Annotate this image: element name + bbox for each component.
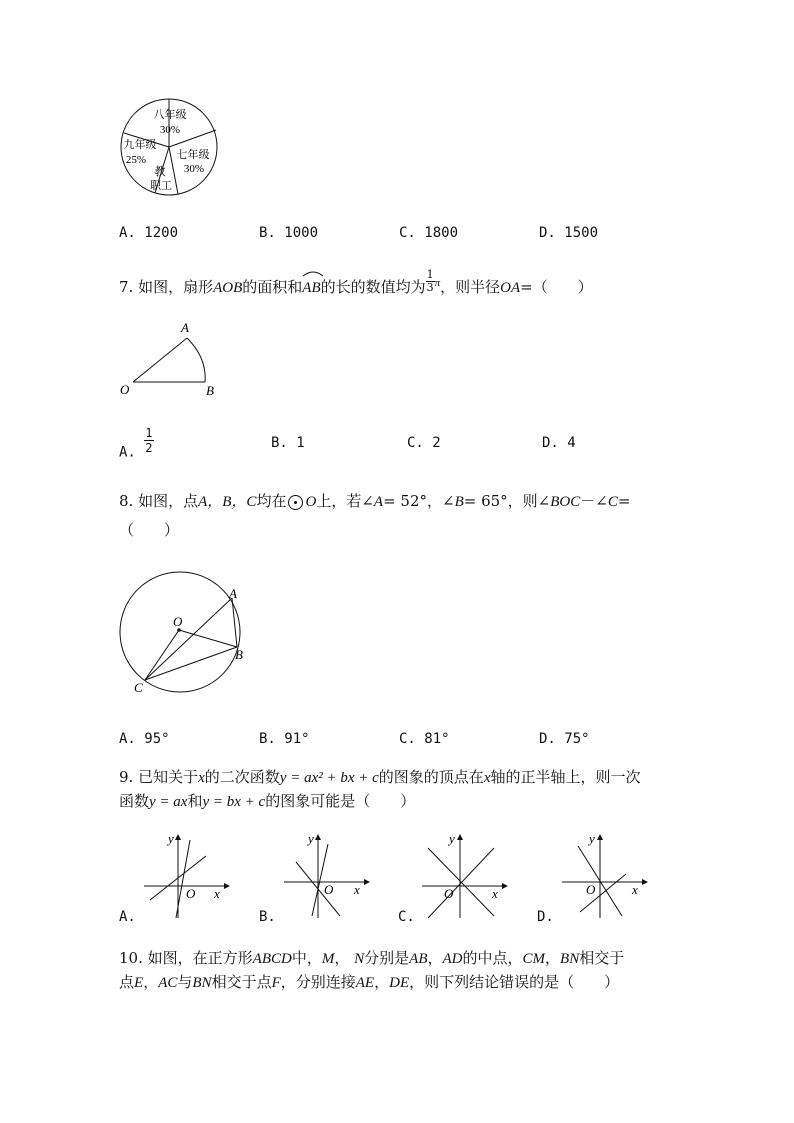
q6-option-d: D. 1500 <box>539 225 599 241</box>
svg-text:y: y <box>589 831 595 846</box>
q9-text-line2: 函数y = ax和y = bx + c的图象可能是（ ） <box>119 792 416 810</box>
radius-oa <box>133 338 187 382</box>
q7-option-a: A. $\frac{1}{2}$ <box>119 426 153 461</box>
label-a: A <box>229 586 237 601</box>
q9-option-d: D. <box>537 909 554 925</box>
svg-text:O: O <box>444 886 454 901</box>
chord-cb <box>145 647 237 680</box>
q6-option-c: C. 1800 <box>399 225 459 241</box>
pie-label: 八年级 <box>153 109 187 121</box>
pie-label: 七年级 <box>176 149 210 161</box>
q10-text: 10. 如图，在正方形ABCD中，M， N分别是AB，AD的中点，CM，BN相交于 <box>119 949 625 967</box>
graph-option-b <box>282 830 372 922</box>
pie-label: 九年级 <box>123 139 157 151</box>
q10-text-line2: 点E，AC与BN相交于点F，分别连接AE，DE，则下列结论错误的是（ ） <box>119 973 620 991</box>
pie-label: 25% <box>125 154 147 166</box>
svg-text:x: x <box>214 886 220 901</box>
q8-option-d: D. 75° <box>539 731 590 747</box>
chord-ca <box>145 598 232 680</box>
svg-text:y: y <box>308 831 314 846</box>
svg-text:x: x <box>354 882 360 897</box>
q6-option-a: A. 1200 <box>119 225 179 241</box>
label-b: B <box>235 647 243 662</box>
circle-o <box>120 572 240 692</box>
q8-text: 8. 如图，点A，B，C均在 O上，若∠A= 52°，∠B= 65°，则∠BOC－∠C= <box>119 492 631 510</box>
label-c: C <box>134 680 143 695</box>
label-o: O <box>173 614 183 629</box>
line-2 <box>312 844 328 916</box>
pie-label: 30% <box>183 163 205 175</box>
svg-text:O: O <box>324 882 334 897</box>
svg-text:y: y <box>168 831 174 846</box>
sector-figure <box>115 318 225 400</box>
arc-ab <box>187 338 205 382</box>
q9-option-b: B. <box>259 909 276 925</box>
q7-option-d: D. 4 <box>542 435 576 451</box>
svg-text:x: x <box>632 882 638 897</box>
q7-text: 7. 如图，扇形AOB的面积和 AB的长的数值均为 $\frac{1}{3}$ $^\pi$，则半径OA=（ ） <box>119 267 593 296</box>
graph-option-c <box>420 830 510 922</box>
label-a: A <box>181 320 189 335</box>
svg-text:x: x <box>492 886 498 901</box>
circle-figure <box>112 567 257 699</box>
q8-option-a: A. 95° <box>119 731 170 747</box>
graph-option-a <box>142 830 232 922</box>
q9-option-c: C. <box>398 909 415 925</box>
label-b: B <box>206 383 214 398</box>
label-o: O <box>120 382 130 397</box>
pie-label: 教 <box>154 166 166 178</box>
q6-option-b: B. 1000 <box>259 225 319 241</box>
svg-text:O: O <box>586 882 596 897</box>
q8-option-b: B. 91° <box>259 731 310 747</box>
circle-o-symbol <box>288 495 303 510</box>
q9-text: 9. 已知关于x的二次函数y = ax² + bx + c的图象的顶点在x轴的正半轴上，则一次 <box>119 768 641 786</box>
segment-oc <box>145 630 179 680</box>
pie-label: 职工 <box>150 180 172 192</box>
chord-ab <box>232 598 237 647</box>
q8-option-c: C. 81° <box>399 731 450 747</box>
q7-option-c: C. 2 <box>407 435 441 451</box>
svg-text:O: O <box>186 886 196 901</box>
segment-ob <box>179 630 237 647</box>
q8-text-line2: （ ） <box>119 521 180 539</box>
q9-option-a: A. <box>119 909 136 925</box>
graph-option-d <box>560 830 650 922</box>
q7-option-b: B. 1 <box>271 435 305 451</box>
pie-chart <box>118 97 222 197</box>
svg-text:y: y <box>449 831 455 846</box>
pie-label: 30% <box>159 124 181 136</box>
